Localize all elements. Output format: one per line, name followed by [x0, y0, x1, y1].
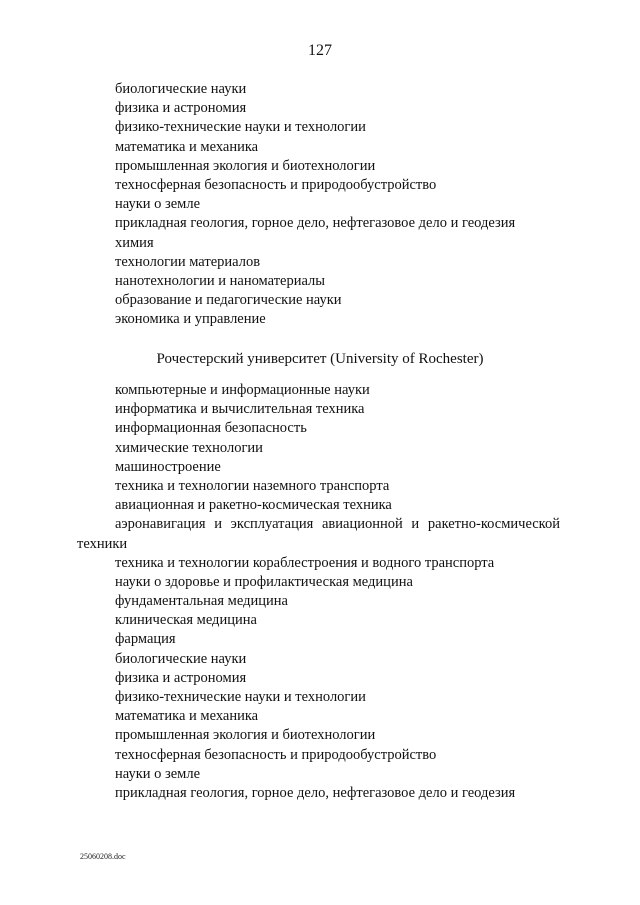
list-item: биологические науки: [115, 650, 247, 667]
list-item: технологии материалов: [115, 253, 261, 270]
list-item: экономика и управление: [115, 311, 266, 328]
list-item: математика и механика: [115, 708, 259, 725]
list-item: клиническая медицина: [115, 612, 257, 629]
list-item: нанотехнологии и наноматериалы: [115, 272, 326, 289]
university-heading: Рочестерский университет (University of Rochester): [156, 351, 484, 367]
page-number: 127: [308, 42, 332, 59]
list-item: физика и астрономия: [115, 669, 247, 686]
list-item: образование и педагогические науки: [115, 292, 342, 309]
list-item: информатика и вычислительная техника: [115, 401, 365, 418]
list-item: химические технологии: [115, 439, 263, 456]
list-item: математика и механика: [115, 138, 259, 155]
list-item: науки о здоровье и профилактическая медицина: [115, 573, 413, 590]
list-item: авиационная и ракетно-космическая техника: [115, 497, 392, 514]
field-list-top: [115, 80, 560, 329]
list-item: промышленная экология и биотехнологии: [115, 157, 376, 174]
list-item: прикладная геология, горное дело, нефтегазовое дело и геодезия: [115, 784, 516, 801]
list-item: фармация: [115, 631, 176, 648]
list-item: техносферная безопасность и природообустройство: [115, 746, 437, 763]
list-item: машиностроение: [115, 458, 221, 475]
list-item: техника и технологии кораблестроения и водного транспорта: [115, 554, 495, 571]
list-item: физико-технические науки и технологии: [115, 689, 366, 706]
list-item: промышленная экология и биотехнологии: [115, 727, 376, 744]
footer-filename: 25060208.doc: [80, 852, 126, 861]
list-item: фундаментальная медицина: [115, 593, 288, 610]
list-item: аэронавигация и эксплуатация авиационной и ракетно-космической техники: [77, 516, 560, 552]
list-item: науки о земле: [115, 196, 201, 213]
list-item: прикладная геология, горное дело, нефтегазовое дело и геодезия: [115, 215, 516, 232]
list-item: науки о земле: [115, 765, 201, 782]
list-item: техника и технологии наземного транспорта: [115, 477, 390, 494]
list-item: физико-технические науки и технологии: [115, 119, 366, 136]
list-item: биологические науки: [115, 81, 247, 97]
list-item: компьютерные и информационные науки: [115, 382, 370, 398]
list-item: техносферная безопасность и природообустройство: [115, 176, 437, 193]
field-list-rochester: [77, 381, 560, 803]
list-item: информационная безопасность: [115, 420, 307, 437]
list-item: физика и астрономия: [115, 100, 247, 117]
list-item: химия: [115, 234, 154, 251]
